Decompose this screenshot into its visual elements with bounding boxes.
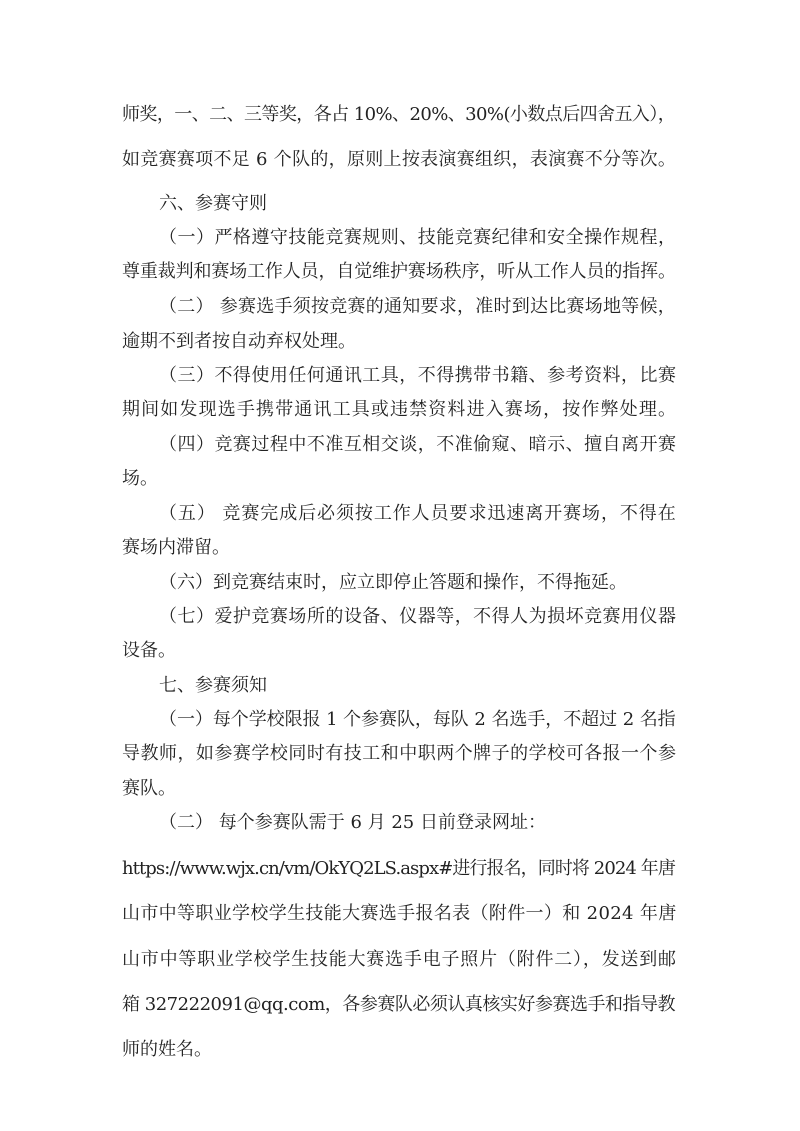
text-line: （一）每个学校限报 1 个参赛队，每队 2 名选手，不超过 2 名指: [159, 709, 676, 730]
text-line: 期间如发现选手携带通讯工具或违禁资料进入赛场，按作弊处理。: [122, 399, 678, 420]
text-line: 山市中等职业学校学生技能大赛选手报名表（附件一）和 2024 年唐: [122, 903, 677, 924]
text-line: 导教师，如参赛学校同时有技工和中职两个牌子的学校可各报一个参: [122, 743, 677, 764]
text-line: （五） 竞赛完成后必须按工作人员要求迅速离开赛场，不得在: [159, 503, 677, 524]
text-line: 赛队。: [122, 778, 176, 799]
text-line: 如竞赛赛项不足 6 个队的，原则上按表演赛组织，表演赛不分等次。: [122, 149, 677, 170]
text-line: （二） 参赛选手须按竞赛的通知要求，准时到达比赛场地等候，: [159, 296, 676, 317]
text-line: 尊重裁判和赛场工作人员，自觉维护赛场秩序，听从工作人员的指挥。: [122, 261, 676, 282]
text-line: （一）严格遵守技能竞赛规则、技能竞赛纪律和安全操作规程，: [159, 227, 677, 248]
text-line: 设备。: [122, 640, 176, 661]
text-line: （四）竞赛过程中不准互相交谈，不准偷窥、暗示、擅自离开赛: [159, 434, 677, 455]
text-line: https://www.wjx.cn/vm/OkYQ2LS.aspx#进行报名，同时将 2024 年唐: [122, 858, 675, 879]
section-heading: 七、参赛须知: [159, 675, 267, 696]
text-line: 逾期不到者按自动弃权处理。: [122, 331, 356, 352]
text-line: 山市中等职业学校学生技能大赛选手电子照片（附件二），发送到邮: [122, 949, 677, 970]
text-line: 场。: [122, 468, 158, 489]
text-line: （二） 每个参赛队需于 6 月 25 日前登录网址：: [159, 812, 546, 833]
text-line: （三）不得使用任何通讯工具，不得携带书籍、参考资料，比赛: [159, 365, 677, 386]
text-line: （七）爱护竞赛场所的设备、仪器等，不得人为损坏竞赛用仪器: [159, 606, 677, 627]
text-line: 师奖，一、二、三等奖，各占 10%、20%、30%(小数点后四舍五入），: [122, 104, 676, 125]
text-line: 赛场内滞留。: [122, 537, 230, 558]
text-line: 箱 327222091@qq.com，各参赛队必须认真核实好参赛选手和指导教: [122, 994, 676, 1015]
section-heading: 六、参赛守则: [159, 193, 267, 214]
text-line: （六）到竞赛结束时，应立即停止答题和操作，不得拖延。: [159, 572, 627, 593]
text-line: 师的姓名。: [122, 1039, 212, 1060]
